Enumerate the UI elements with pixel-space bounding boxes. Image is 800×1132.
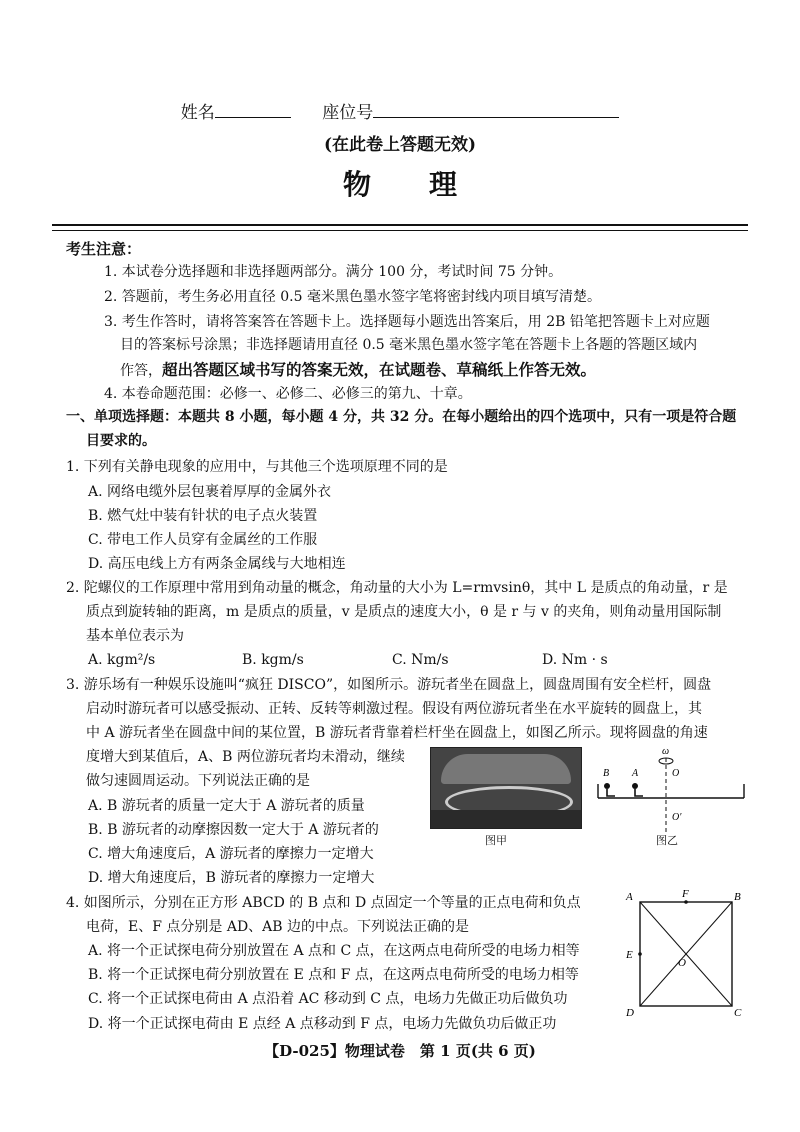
- point-f: [684, 900, 688, 904]
- notice-emphasis: 超出答题区域书写的答案无效，在试题卷、草稿纸上作答无效。: [162, 360, 597, 379]
- rider-a-icon: [632, 783, 643, 796]
- q1-option-a: A. 网络电缆外层包裹着厚厚的金属外衣: [88, 484, 332, 500]
- label-d: D: [626, 1007, 634, 1019]
- subject-title: 物理: [342, 168, 515, 201]
- question-1-stem: 1. 下列有关静电现象的应用中，与其他三个选项原理不同的是: [66, 459, 448, 475]
- question-3-stem-cont: 做匀速圆周运动。下列说法正确的是: [86, 773, 310, 789]
- label-f: F: [682, 888, 689, 900]
- seat-blank[interactable]: [373, 101, 619, 118]
- notice-item: 1. 本试卷分选择题和非选择题两部分。满分 100 分，考试时间 75 分钟。: [104, 264, 563, 280]
- point-e: [638, 952, 642, 956]
- figure-caption-jia: 图甲: [485, 834, 507, 847]
- question-2-stem-cont: 基本单位表示为: [86, 628, 184, 644]
- header-rule-thick: [52, 224, 748, 226]
- notice-item: 3. 考生作答时，请将答案答在答题卡上。选择题每小题选出答案后，用 2B 铅笔把答题卡上对应题: [104, 314, 710, 330]
- section-title: 一、单项选择题：本题共 8 小题，每小题 4 分，共 32 分。在每小题给出的四个选项中，只有一项是符合题: [66, 409, 737, 425]
- notice-title: 考生注意：: [66, 240, 142, 258]
- label-a: A: [626, 891, 633, 903]
- ride-canopy: [441, 754, 571, 784]
- question-2-stem-cont: 质点到旋转轴的距离，m 是质点的质量，v 是质点的速度大小，θ 是 r 与 v 的夹角，则角动量用国际制: [86, 604, 722, 620]
- question-3-stem-cont: 启动时游玩者可以感受振动、正转、反转等刺激过程。假设有两位游玩者坐在水平旋转的圆盘上，其: [86, 701, 702, 717]
- q3-option-c: C. 增大角速度后，A 游玩者的摩擦力一定增大: [88, 846, 374, 862]
- invalid-note: (在此卷上答题无效): [323, 135, 477, 155]
- label-o: O: [678, 957, 686, 969]
- label-omega: ω: [662, 746, 670, 757]
- q2-option-c: C. Nm/s: [392, 652, 449, 668]
- name-label: 姓名: [180, 103, 215, 123]
- q4-option-c: C. 将一个正试探电荷由 A 点沿着 AC 移动到 C 点，电场力先做正功后做负功: [88, 991, 568, 1007]
- q3-option-a: A. B 游玩者的质量一定大于 A 游玩者的质量: [88, 798, 365, 814]
- label-o: O: [672, 768, 680, 779]
- section-title-cont: 目要求的。: [86, 433, 156, 449]
- question-2-stem: 2. 陀螺仪的工作原理中常用到角动量的概念，角动量的大小为 L=rmvsinθ，其中 L 是质点的角动量，r 是: [66, 580, 728, 596]
- seat-label: 座位号: [322, 103, 374, 123]
- notice-item: 2. 答题前，考生务必用直径 0.5 毫米黑色墨水签字笔将密封线内项目填写清楚。: [104, 289, 601, 305]
- q1-option-b: B. 燃气灶中装有针状的电子点火装置: [88, 508, 318, 524]
- label-o-prime: O′: [672, 812, 682, 823]
- label-b: B: [603, 768, 610, 779]
- question-4-stem-cont: 电荷，E、F 点分别是 AD、AB 边的中点。下列说法正确的是: [86, 919, 470, 935]
- label-a: A: [632, 768, 639, 779]
- question-3-stem: 3. 游乐场有一种娱乐设施叫“疯狂 DISCO”，如图所示。游玩者坐在圆盘上，圆盘周围有安全栏杆，圆盘: [66, 677, 712, 693]
- q1-option-d: D. 高压电线上方有两条金属线与大地相连: [88, 556, 346, 572]
- question-4-stem: 4. 如图所示，分别在正方形 ABCD 的 B 点和 D 点固定一个等量的正点电荷和负点: [66, 895, 581, 911]
- q3-option-b: B. B 游玩者的动摩擦因数一定大于 A 游玩者的: [88, 822, 379, 838]
- name-seat-line: [0, 98, 800, 123]
- notice-item: 4. 本卷命题范围：必修一、必修二、必修三的第九、十章。: [104, 386, 472, 402]
- disco-ride-photo: [430, 747, 582, 829]
- q4-option-b: B. 将一个正试探电荷分别放置在 E 点和 F 点，在这两点电荷所受的电场力相等: [88, 967, 579, 983]
- q2-option-b: B. kgm/s: [242, 652, 304, 668]
- ride-base: [431, 810, 581, 828]
- figure-caption-yi: 图乙: [656, 834, 678, 847]
- square-abcd-diagram: [620, 884, 745, 1024]
- question-3-stem-cont: 中 A 游玩者坐在圆盘中间的某位置，B 游玩者背靠着栏杆坐在圆盘上，如图乙所示。现将圆盘的角速: [86, 725, 708, 741]
- q4-option-a: A. 将一个正试探电荷分别放置在 A 点和 C 点，在这两点电荷所受的电场力相等: [88, 943, 580, 959]
- q2-option-d: D. Nm · s: [542, 652, 608, 668]
- q2-option-a: A. kgm²/s: [88, 652, 156, 668]
- label-c: C: [734, 1007, 742, 1019]
- q4-option-d: D. 将一个正试探电荷由 E 点经 A 点移动到 F 点，电场力先做负功后做正功: [88, 1016, 557, 1032]
- notice-text: 作答，: [120, 363, 162, 379]
- header-rule-thin: [52, 230, 748, 231]
- rider-b-icon: [604, 783, 615, 796]
- disc-schematic-diagram: [592, 744, 752, 834]
- question-3-stem-cont: 度增大到某值后，A、B 两位游玩者均未滑动，继续: [86, 749, 405, 765]
- notice-item-cont: [120, 360, 596, 381]
- label-b: B: [734, 891, 741, 903]
- q3-option-d: D. 增大角速度后，B 游玩者的摩擦力一定增大: [88, 870, 375, 886]
- page-footer: 【D-025】物理试卷 第 1 页(共 6 页): [264, 1042, 536, 1060]
- q1-option-c: C. 带电工作人员穿有金属丝的工作服: [88, 532, 318, 548]
- label-e: E: [626, 949, 633, 961]
- notice-item: 目的答案标号涂黑；非选择题请用直径 0.5 毫米黑色墨水签字笔在答题卡上各题的答题区域内: [120, 337, 698, 353]
- name-blank[interactable]: [215, 101, 291, 118]
